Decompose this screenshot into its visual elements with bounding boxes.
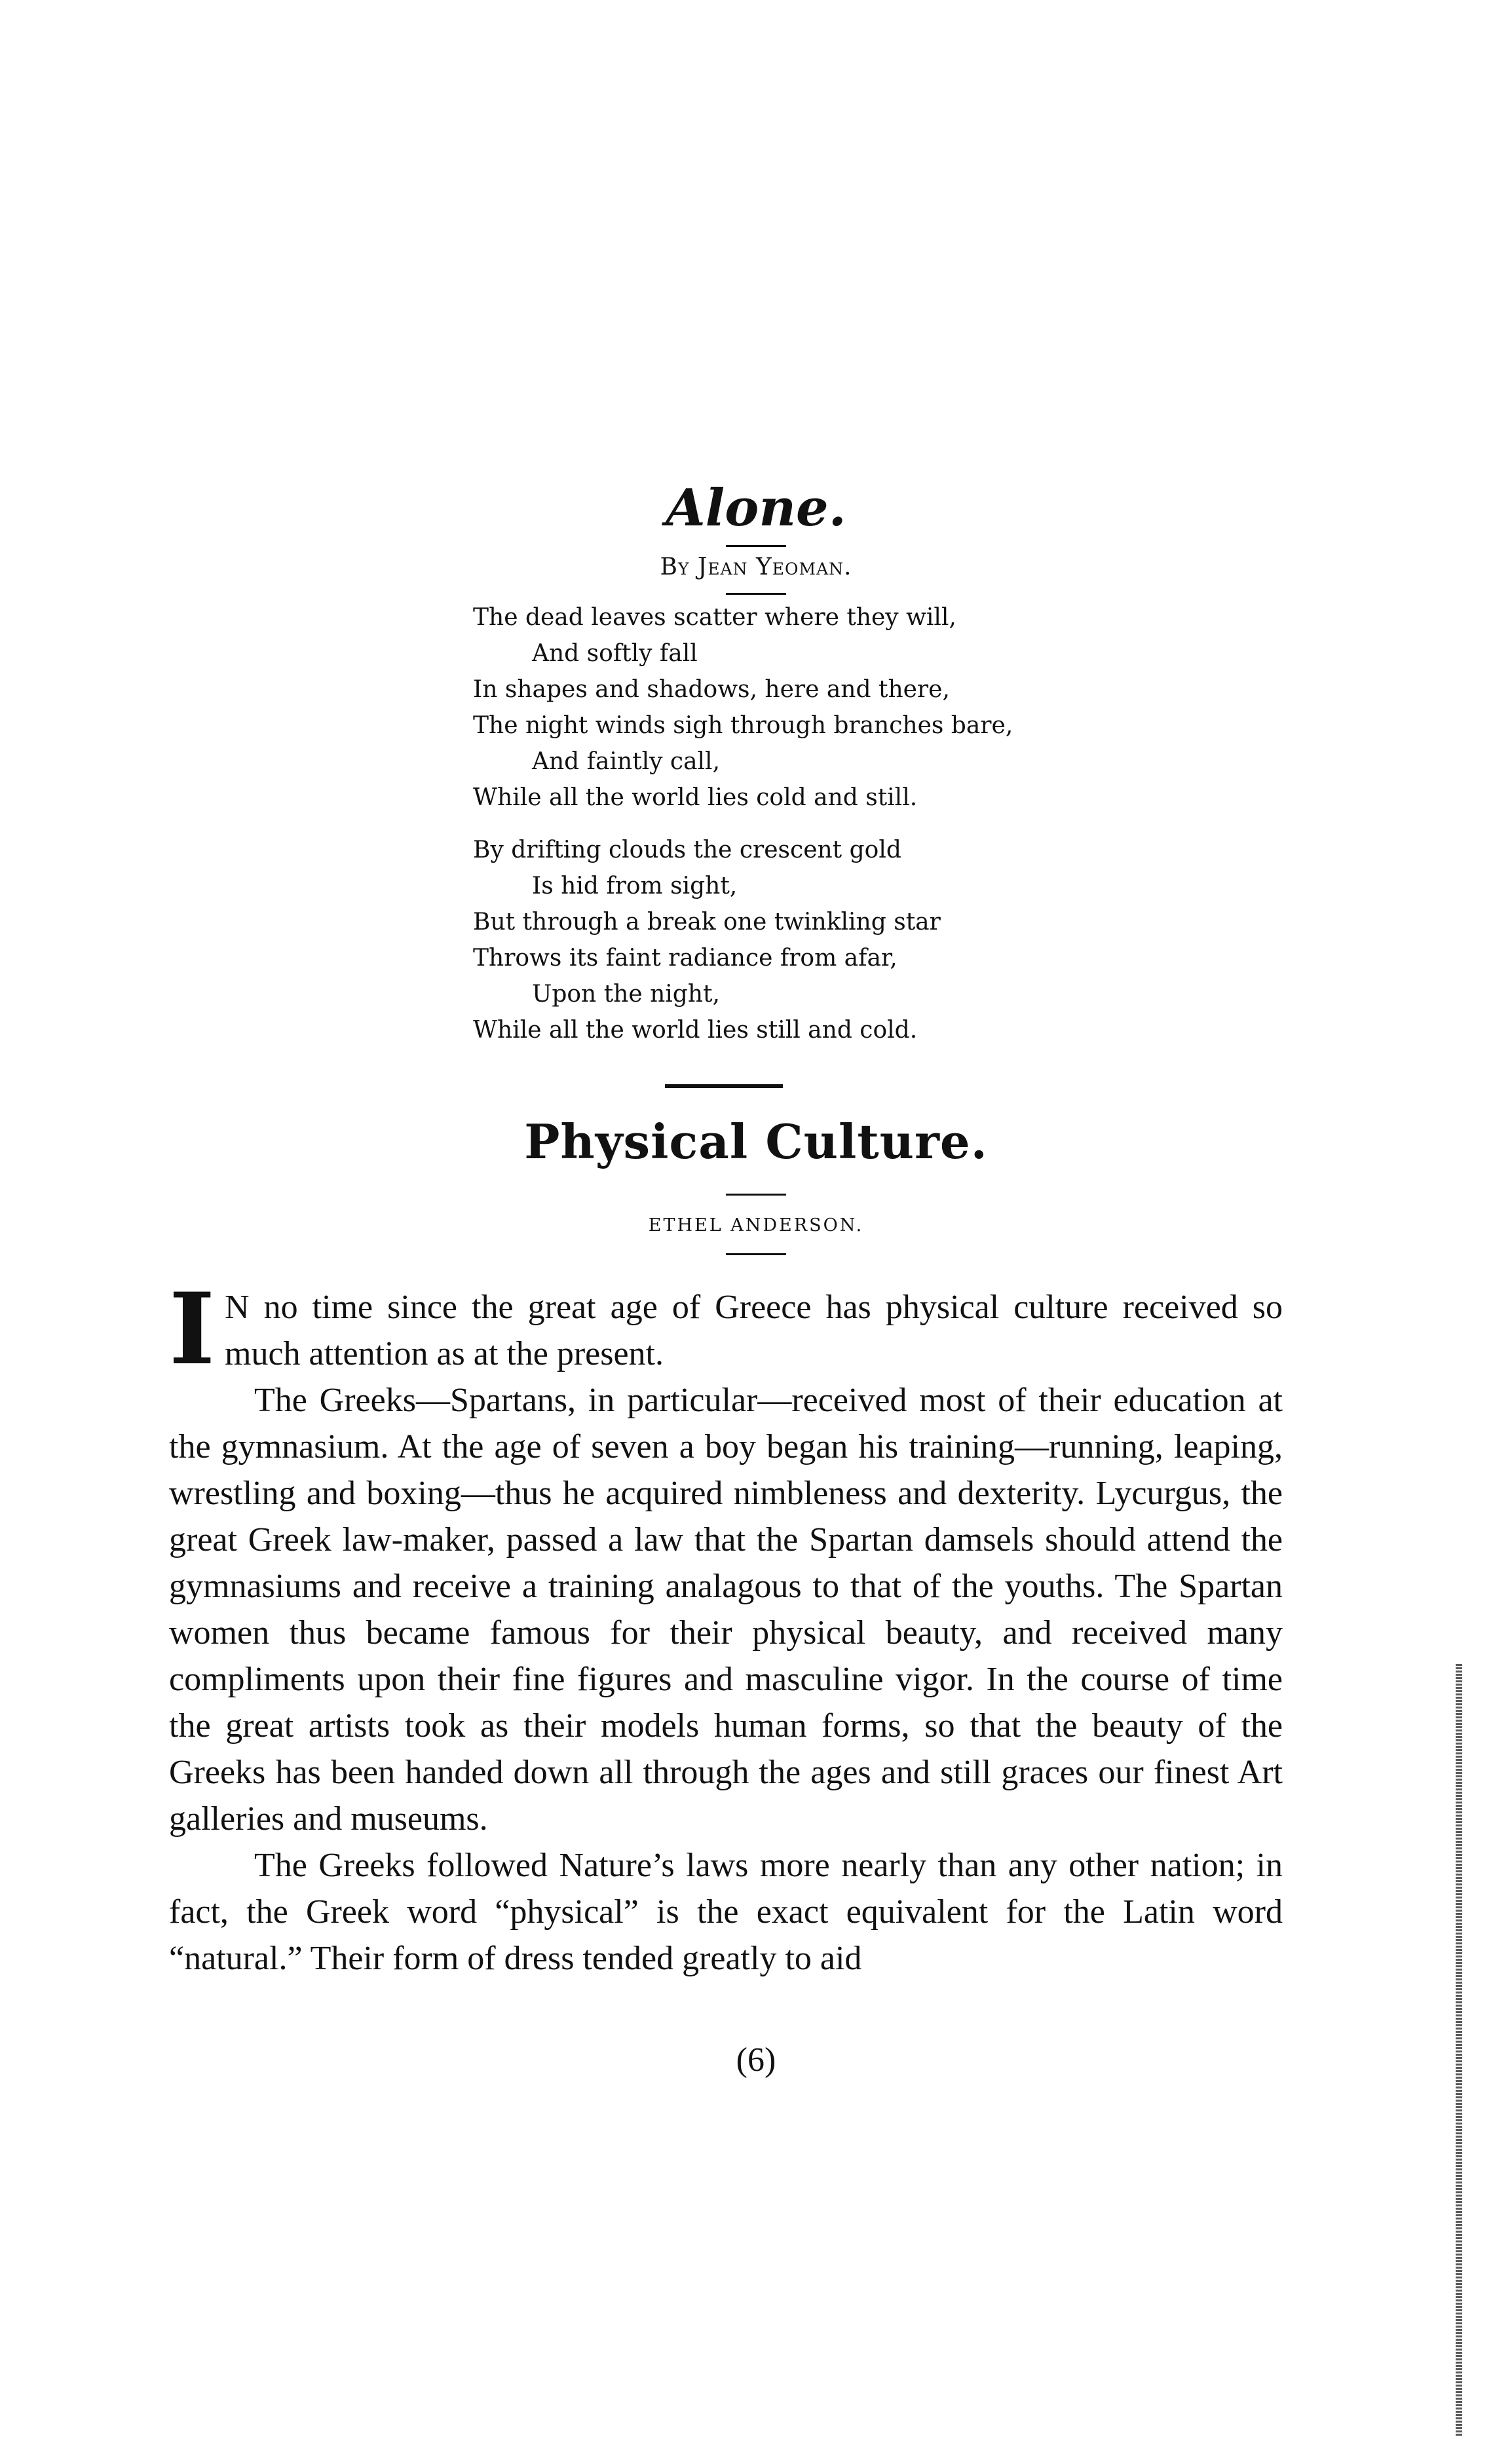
- scan-edge-artifact: [1456, 1664, 1462, 2437]
- poem-line: And softly fall: [532, 640, 698, 667]
- poem-line: The dead leaves scatter where they will,: [473, 604, 956, 631]
- poem-line: By drifting clouds the crescent gold: [473, 837, 901, 863]
- poem-line: While all the world lies cold and still.: [473, 784, 918, 811]
- poem-line: But through a break one twinkling star: [473, 909, 941, 935]
- byline-rule: [726, 1253, 786, 1255]
- stanza-2: [473, 832, 1128, 1048]
- paragraph: [169, 1272, 1283, 1387]
- article-byline: ETHEL ANDERSON.: [648, 1215, 864, 1236]
- poem-body: [473, 599, 1128, 1065]
- drop-cap: I: [169, 1272, 216, 1387]
- paragraph: The Greeks followed Nature’s laws more nearly than any other nation; in fact, the Greek word “physical” is the exact equivalent for the Latin word “natural.” Their form of dress tended greatly to aid: [169, 1847, 1283, 1977]
- stanza-1: [473, 599, 1128, 816]
- paragraph-text: N no time since the great age of Greece has physical culture received so much attention as at the present.: [225, 1289, 1283, 1372]
- article-title: Physical Culture.: [524, 1114, 988, 1169]
- page-number: (6): [736, 2041, 776, 2079]
- title-rule: [726, 1194, 786, 1196]
- byline-rule: [726, 593, 786, 595]
- poem-byline: By Jean Yeoman.: [660, 554, 852, 580]
- poem-line: And faintly call,: [532, 748, 721, 775]
- article-body: [169, 1272, 1283, 1982]
- title-rule: [726, 545, 786, 547]
- poem-line: The night winds sigh through branches bare,: [473, 712, 1013, 739]
- poem-line: While all the world lies still and cold.: [473, 1017, 918, 1044]
- poem-line: Throws its faint radiance from afar,: [473, 945, 898, 972]
- poem-title: Alone.: [666, 478, 846, 538]
- poem-line: In shapes and shadows, here and there,: [473, 676, 950, 703]
- poem-line: Upon the night,: [532, 981, 720, 1008]
- section-divider: [665, 1084, 783, 1088]
- poem-line: Is hid from sight,: [532, 873, 738, 899]
- paragraph: The Greeks—Spartans, in particular—received most of their education at the gymnasium. At the age of seven a boy began his training—running, leaping, wrestling and boxing—thus he acquired nimbleness and dexterity. Lycurgus, the great Greek law-maker, passed a law that the Spartan damsels should attend the gymnasiums and receive a training analagous to that of the youths. The Spartan women thus became famous for their physical beauty, and received many compliments upon their fine figures and masculine vigor. In the course of time the great artists took as their models human forms, so that the beauty of the Greeks has been handed down all through the ages and still graces our finest Art galleries and museums.: [169, 1382, 1283, 1838]
